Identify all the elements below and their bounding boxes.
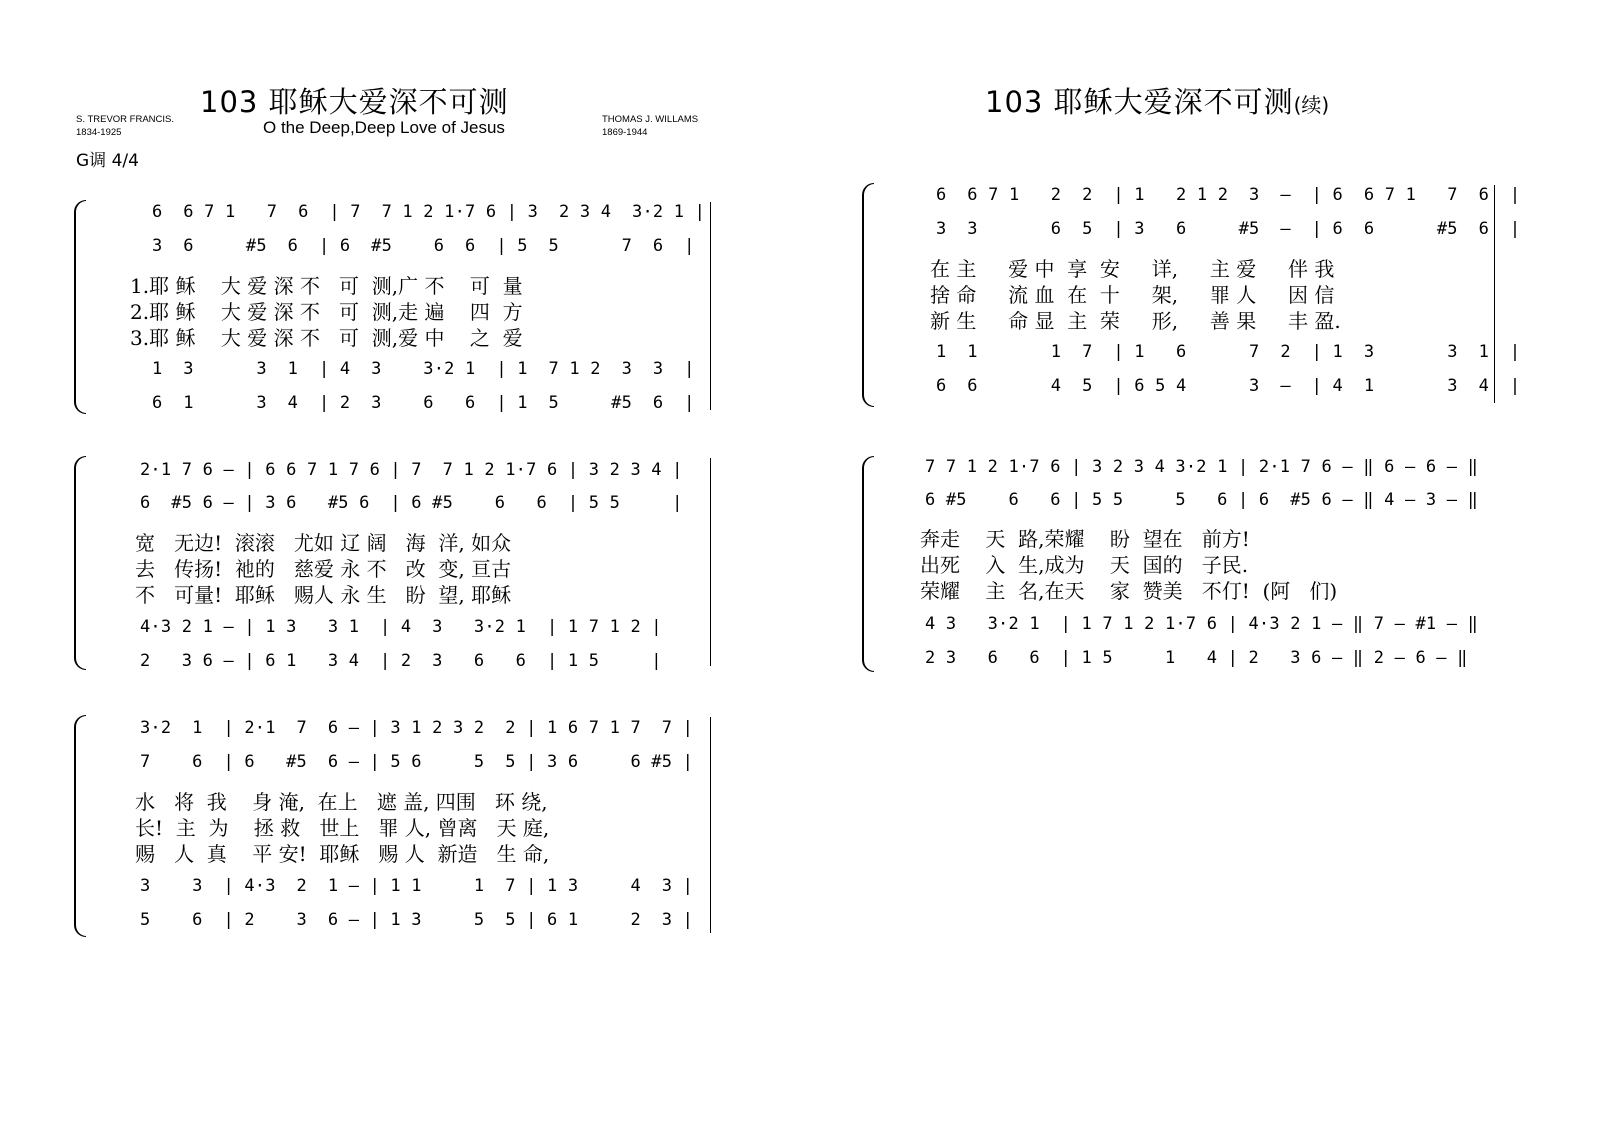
lyric-verse-2: 长! 主 为 拯 救 世上 罪 人, 曾离 天 庭, [135, 816, 550, 840]
system-brace [74, 456, 86, 670]
system-end-bar [710, 202, 711, 410]
lyric-verse-1: 宽 无边! 滚滚 尤如 辽 阔 海 洋, 如众 [135, 531, 512, 555]
soprano-line: 6 6 7 1 7 6 | 7 7 1 2 1·7 6 | 3 2 3 4 3·2 1 | [152, 202, 706, 222]
system-end-bar [710, 717, 711, 933]
tenor-line: 3 3 | 4·3 2 1 — | 1 1 1 7 | 1 3 4 3 | [140, 876, 694, 896]
system-end-bar [710, 458, 711, 666]
alto-line: 3 6 #5 6 | 6 #5 6 6 | 5 5 7 6 | [152, 236, 695, 256]
bass-line: 6 1 3 4 | 2 3 6 6 | 1 5 #5 6 | [152, 393, 695, 413]
system-brace [862, 183, 874, 407]
left-title: 103 耶稣大爱深不可测 [200, 85, 509, 119]
tenor-line: 4 3 3·2 1 | 1 7 1 2 1·7 6 | 4·3 2 1 — ‖ 7 — #1 — ‖ [925, 614, 1479, 634]
bass-line: 2 3 6 — | 6 1 3 4 | 2 3 6 6 | 1 5 | [140, 651, 662, 671]
soprano-line: 3·2 1 | 2·1 7 6 — | 3 1 2 3 2 2 | 1 6 7 1 7 7 | [140, 718, 694, 738]
soprano-line: 2·1 7 6 — | 6 6 7 1 7 6 | 7 7 1 2 1·7 6 | 3 2 3 4 | [140, 460, 683, 480]
lyric-verse-1: 奔走 天 路,荣耀 盼 望在 前方! [920, 527, 1250, 551]
alto-line: 6 #5 6 6 | 5 5 5 6 | 6 #5 6 — ‖ 4 — 3 — ‖ [925, 490, 1479, 510]
english-subtitle: O the Deep,Deep Love of Jesus [263, 118, 505, 137]
system-end-bar [1494, 185, 1495, 403]
tenor-line: 1 3 3 1 | 4 3 3·2 1 | 1 7 1 2 3 3 | [152, 359, 695, 379]
tenor-line: 1 1 1 7 | 1 6 7 2 | 1 3 3 1 | [936, 342, 1521, 362]
lyric-verse-3: 荣耀 主 名,在天 家 赞美 不仃! (阿 们) [920, 579, 1338, 603]
lyricist-credit [76, 113, 174, 139]
lyric-verse-2: 出死 入 生,成为 天 国的 子民. [920, 553, 1249, 577]
soprano-line: 7 7 1 2 1·7 6 | 3 2 3 4 3·2 1 | 2·1 7 6 — ‖ 6 — 6 — ‖ [925, 457, 1479, 477]
soprano-line: 6 6 7 1 2 2 | 1 2 1 2 3 — | 6 6 7 1 7 6 | [936, 185, 1521, 205]
lyric-verse-1: 水 将 我 身 淹, 在上 遮 盖, 四围 环 绕, [135, 790, 548, 814]
lyric-verse-1: 1.耶 稣 大 爱 深 不 可 测,广 不 可 量 [130, 274, 523, 298]
lyricist-years: 1834-1925 [76, 127, 122, 138]
lyric-verse-2: 去 传扬! 祂的 慈爱 永 不 改 变, 亘古 [135, 557, 512, 581]
lyric-verse-3: 赐 人 真 平 安! 耶稣 赐 人 新造 生 命, [135, 842, 550, 866]
alto-line: 3 3 6 5 | 3 6 #5 — | 6 6 #5 6 | [936, 219, 1521, 239]
bass-line: 2 3 6 6 | 1 5 1 4 | 2 3 6 — ‖ 2 — 6 — ‖ [925, 648, 1468, 668]
bass-line: 6 6 4 5 | 6 5 4 3 — | 4 1 3 4 | [936, 376, 1521, 396]
lyric-verse-3: 3.耶 稣 大 爱 深 不 可 测,爱 中 之 爱 [130, 326, 523, 350]
composer-years: 1869-1944 [602, 127, 648, 138]
right-title-text: 103 耶稣大爱深不可测 [985, 85, 1294, 119]
lyric-verse-3: 新 生 命 显 主 荣 形, 善 果 丰 盈. [930, 309, 1341, 333]
continued-marker: (续) [1293, 93, 1330, 117]
lyric-verse-2: 捨 命 流 血 在 十 架, 罪 人 因 信 [930, 283, 1335, 307]
system-brace [862, 456, 874, 672]
system-brace [74, 715, 86, 937]
lyricist-name: S. TREVOR FRANCIS. [76, 114, 175, 125]
lyric-verse-3: 不 可量! 耶稣 赐人 永 生 盼 望, 耶稣 [135, 583, 512, 607]
key-signature: G调 4/4 [76, 151, 139, 171]
alto-line: 7 6 | 6 #5 6 — | 5 6 5 5 | 3 6 6 #5 | [140, 752, 694, 772]
system-brace [74, 200, 86, 414]
right-title [985, 80, 1329, 121]
composer-name: THOMAS J. WILLAMS [602, 114, 699, 125]
lyric-verse-2: 2.耶 稣 大 爱 深 不 可 测,走 遍 四 方 [130, 300, 523, 324]
alto-line: 6 #5 6 — | 3 6 #5 6 | 6 #5 6 6 | 5 5 | [140, 493, 683, 513]
composer-credit [602, 113, 698, 139]
bass-line: 5 6 | 2 3 6 — | 1 3 5 5 | 6 1 2 3 | [140, 910, 694, 930]
tenor-line: 4·3 2 1 — | 1 3 3 1 | 4 3 3·2 1 | 1 7 1 2 | [140, 617, 662, 637]
lyric-verse-1: 在 主 爱 中 享 安 详, 主 爱 伴 我 [930, 257, 1335, 281]
